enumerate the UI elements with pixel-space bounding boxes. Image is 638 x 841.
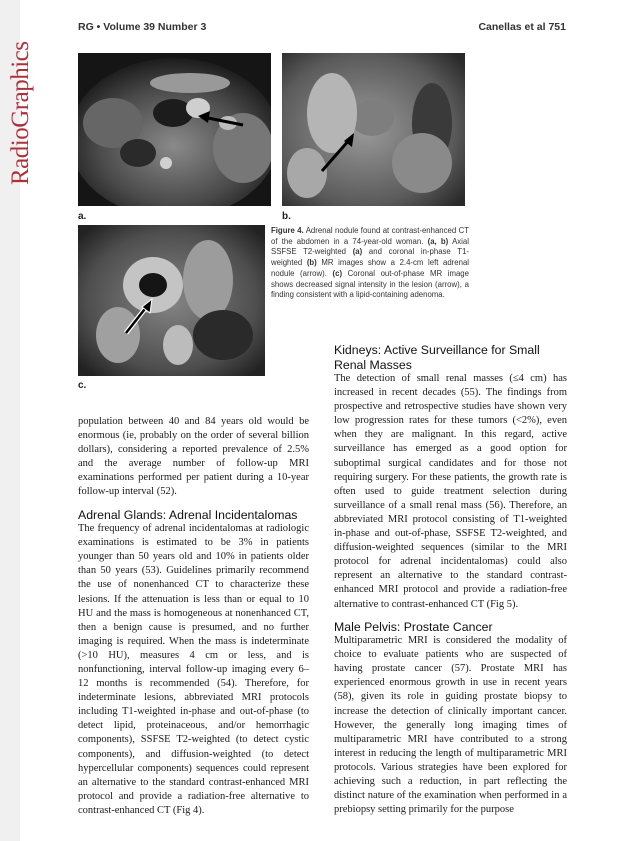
figure-label-b: b. [282, 211, 291, 222]
running-header [78, 21, 566, 37]
intro-paragraph: population between 40 and 84 years old would be enormous (ie, probably on the order of several billion dollars), considering a reported prevalence of 2.5% and the average number of follow-up MRI examinations performed per patient during a 10-year follow-up interval (52). [78, 416, 309, 498]
figure-image-b [282, 53, 465, 206]
figure-image-a [78, 53, 271, 206]
journal-logo: RadioGraphics [7, 41, 34, 185]
adrenal-body: The frequency of adrenal incidentalomas at radiologic examinations is estimated to be 3% in patients younger than 50 years old and 10% in patients older than 50 years (53). Guidelines primarily recommend the use of nonenhanced CT to characterize these lesions. If the attenuation is less than or equal to 10 HU and the mass is homogeneous at nonenhanced CT, then a benign cause is presumed, and no further imaging is required. When the mass is indeterminate (>10 HU), measures 4 cm or less, and is nonfunctioning, interval follow-up imaging every 6–12 months is recommended (54). Therefore, for indeterminate lesions, abbreviated MRI protocols including T1-weighted in-phase and out-of-phase (to detect lipid, proteinaceous, and/or hemorrhagic components), SSFSE T2-weighted (to detect cystic components), and diffusion-weighted (to detect hypercellular components) sequences could represent an alternative to the standard contrast-enhanced MRI protocol and provide a radiation-free alternative to contrast-enhanced CT (Fig 4). [78, 523, 309, 816]
left-column [78, 415, 309, 818]
figure-label-c: c. [78, 380, 87, 391]
figure-label-a: a. [78, 211, 87, 222]
right-column [334, 343, 567, 817]
kidneys-body: The detection of small renal masses (≤4 cm) has increased in recent decades (55). The findings from prospective and retrospective studies have shown very low progression rates for these tumors (<2%), even when they are malignant. In this regard, active surveillance has emerged as a good option for suboptimal surgical candidates and for those not requiring surgery. For these patients, the growth rate is often used to guide treatment selection during surveillance of a small renal mass (56). Therefore, an abbreviated MRI protocol consisting of T1-weighted in-phase and out-of-phase, SSFSE T2-weighted, and diffusion-weighted sequences (similar to the MRI protocol for adrenal incidentalomas) could also represent an alternative to the standard contrast-enhanced MRI protocol and provide a radiation-free alternative to contrast-enhanced CT (Fig 5). [334, 373, 567, 610]
figure-caption: Figure 4. Adrenal nodule found at contrast-enhanced CT of the abdomen in a 74-year-old woman. (a, b) Axial SSFSE T2-weighted (a) and coronal in-phase T1-weighted (b) MR images show a 2.4-cm left adrenal nodule (arrow). (c) Coronal out-of-phase MR image shows decreased signal intensity in the lesion (arrow), a finding consistent with a lipid-containing adenoma. [271, 226, 470, 300]
prostate-body: Multiparametric MRI is considered the modality of choice to evaluate patients who are suspected of having prostate cancer (57). Prostate MRI has experienced enormous growth in use in recent years (58), given its role in guiding prostate biopsy to increase the detection of clinically important cancer. However, the generally long imaging times of multiparametric MRI have contributed to a strong interest in reducing the length of multiparametric MRI protocols. Various strategies have been explored for achieving such a reduction, in part reflecting the distinct nature of the examination when performed in a prebiopsy setting primarily for the purpose [334, 635, 567, 816]
section-heading-adrenal: Adrenal Glands: Adrenal Incidentalomas [78, 507, 298, 522]
figure-image-c [78, 225, 265, 376]
section-heading-kidneys: Kidneys: Active Surveillance for Small Renal Masses [334, 343, 540, 372]
author-page-number: Canellas et al 751 [478, 21, 566, 33]
journal-volume: RG • Volume 39 Number 3 [78, 21, 207, 33]
section-heading-prostate: Male Pelvis: Prostate Cancer [334, 619, 493, 634]
